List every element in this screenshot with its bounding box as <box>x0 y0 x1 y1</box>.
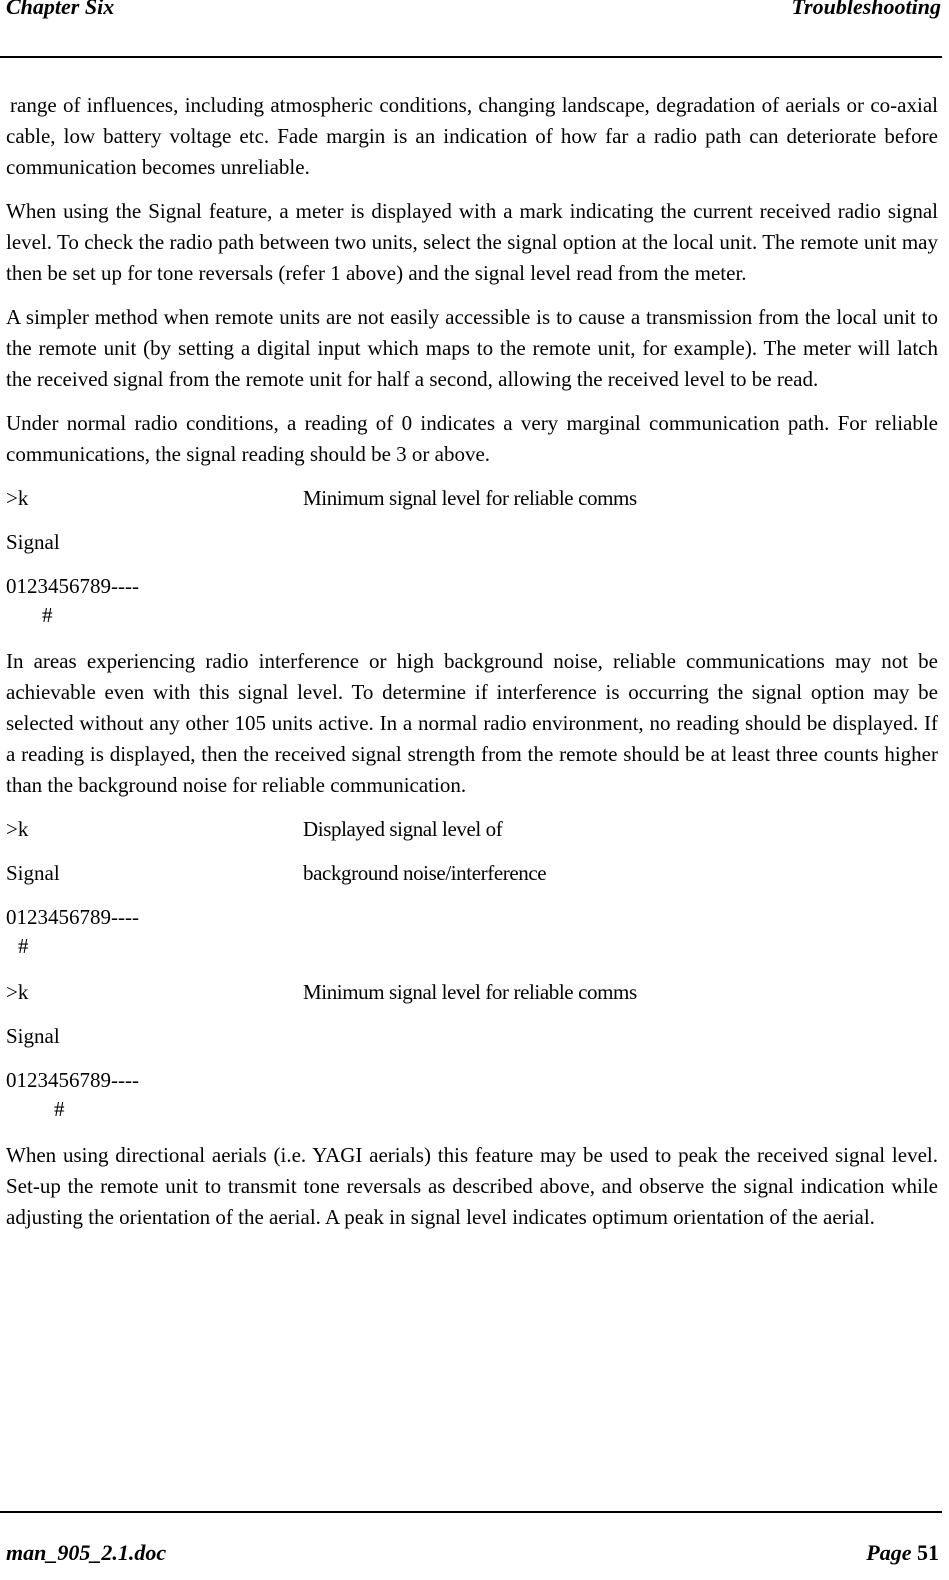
meter-label: Signal <box>6 861 60 885</box>
meter-marker: # <box>18 934 29 958</box>
header-divider <box>0 56 942 58</box>
meter-prompt: >k <box>6 980 29 1004</box>
signal-meter-2 <box>6 814 938 964</box>
meter-marker: # <box>42 603 53 627</box>
paragraph-normal-conditions: Under normal radio conditions, a reading of 0 indicates a very marginal communication path. For reliable communications, the signal reading should be 3 or above. <box>6 411 938 466</box>
chapter-title: Chapter Six <box>6 0 115 19</box>
section-title: Troubleshooting <box>791 0 941 19</box>
paragraph-directional-aerials: When using directional aerials (i.e. YAGI aerials) this feature may be used to peak the received signal level. Set-up the remote unit to transmit tone reversals as described above, and observe the signal indication while adjusting the orientation of the aerial. A peak in signal level indicates optimum orientation of the aerial. <box>6 1143 938 1229</box>
meter-prompt: >k <box>6 486 29 510</box>
meter-label: Signal <box>6 1024 60 1048</box>
meter-marker: # <box>54 1097 65 1121</box>
meter-prompt: >k <box>6 817 29 841</box>
meter-caption: Displayed signal level of <box>303 817 503 841</box>
page-number-value: 51 <box>917 1540 939 1565</box>
paragraph-fade-margin: range of influences, including atmospheric conditions, changing landscape, degradation of aerials or co-axial cable, low battery voltage etc. Fade margin is an indication of how far a radio path can deteriorate before communication becomes unreliable. <box>6 93 938 179</box>
meter-scale: 0123456789---- <box>6 574 139 598</box>
page-header <box>0 0 949 58</box>
page-body <box>6 90 938 1246</box>
paragraph-interference: In areas experiencing radio interference or high background noise, reliable communications may not be achievable even with this signal level. To determine if interference is occurring the signal option may be selected without any other 105 units active. In a normal radio environment, no reading should be displayed. If a reading is displayed, then the received signal strength from the remote should be at least three counts higher than the background noise for reliable communication. <box>6 649 938 797</box>
paragraph-simpler-method: A simpler method when remote units are not easily accessible is to cause a transmission from the local unit to the remote unit (by setting a digital input which maps to the remote unit, for example). The meter will latch the received signal from the remote unit for half a second, allowing the received level to be read. <box>6 305 938 391</box>
page-number <box>866 1540 939 1566</box>
meter-caption: Minimum signal level for reliable comms <box>303 486 637 510</box>
signal-meter-3 <box>6 977 938 1127</box>
meter-caption: Minimum signal level for reliable comms <box>303 980 637 1004</box>
meter-label: Signal <box>6 530 60 554</box>
meter-caption-continued: background noise/interference <box>303 861 547 885</box>
footer-divider <box>0 1511 942 1513</box>
page-label: Page <box>866 1540 912 1565</box>
meter-scale: 0123456789---- <box>6 1068 139 1092</box>
paragraph-signal-feature: When using the Signal feature, a meter is displayed with a mark indicating the current received radio signal level. To check the radio path between two units, select the signal option at the local unit. The remote unit may then be set up for tone reversals (refer 1 above) and the signal level read from the meter. <box>6 199 938 285</box>
document-filename: man_905_2.1.doc <box>6 1540 167 1565</box>
meter-scale: 0123456789---- <box>6 905 139 929</box>
signal-meter-1 <box>6 483 938 633</box>
